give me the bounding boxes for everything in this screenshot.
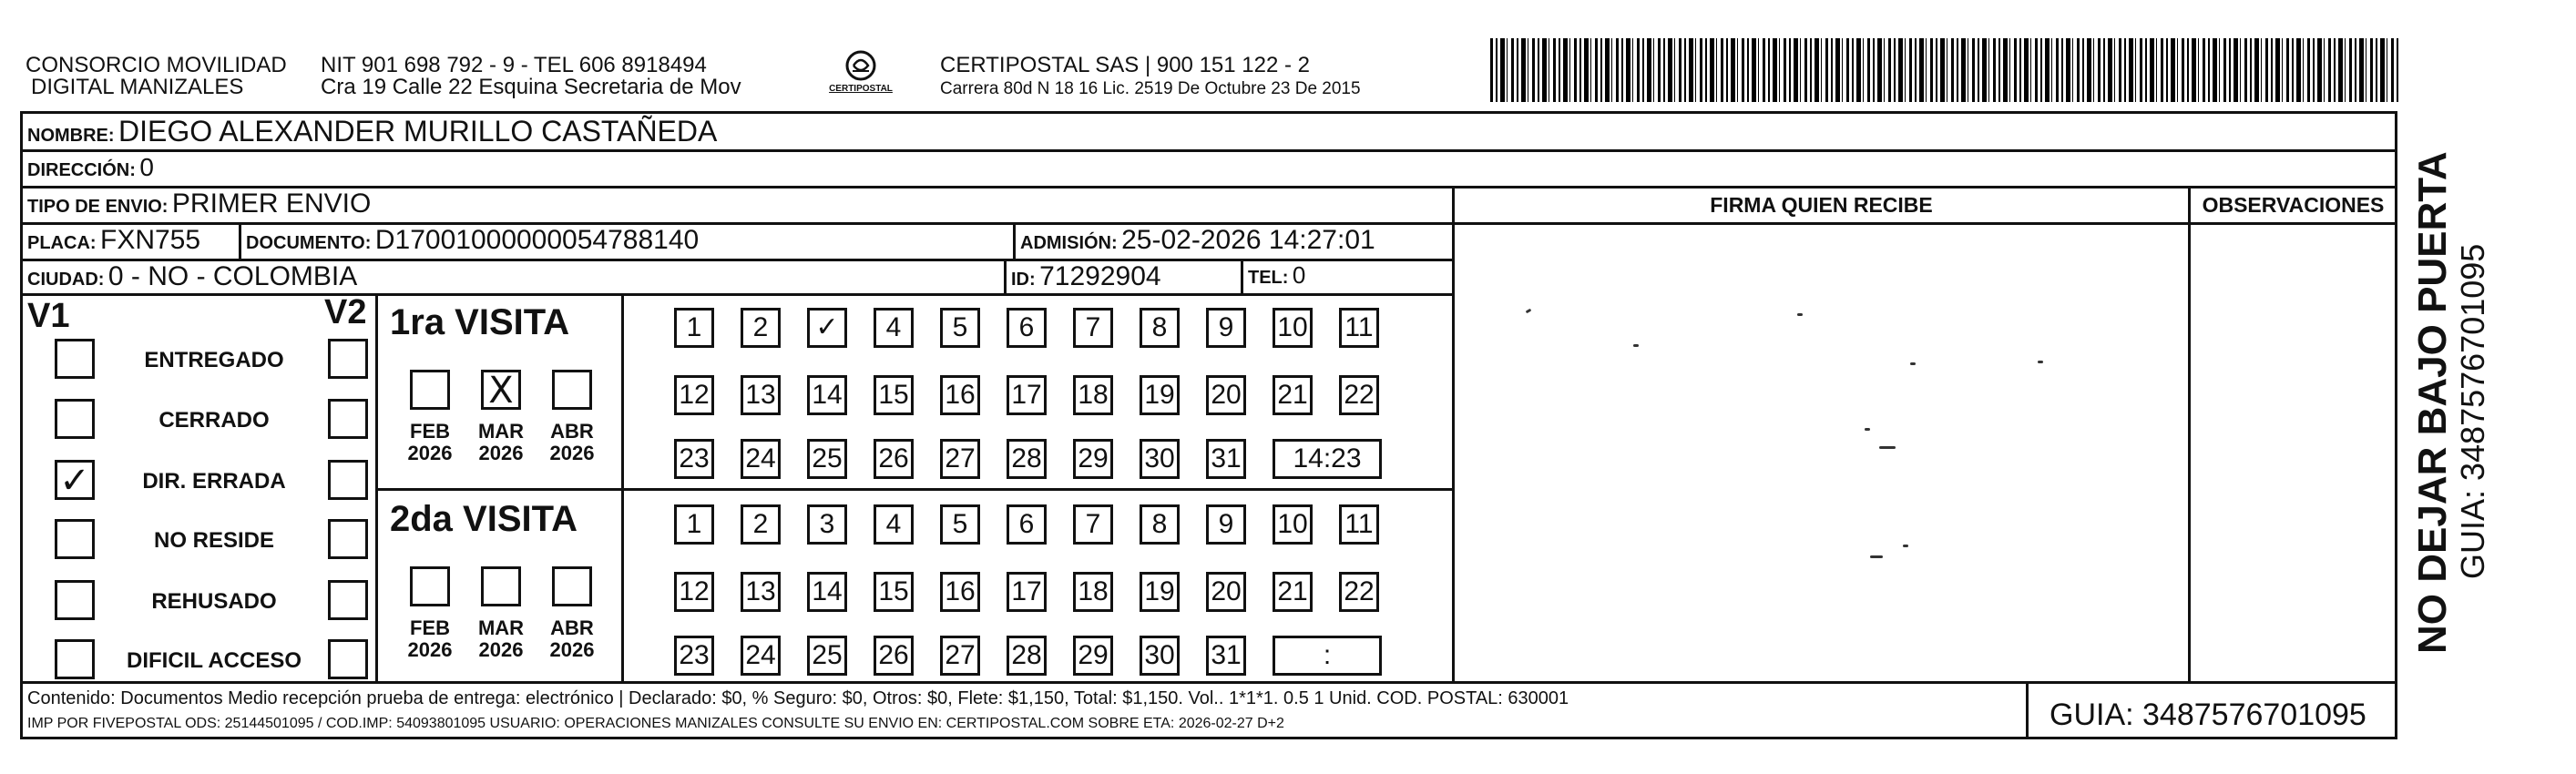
day-box[interactable]: 1	[674, 308, 714, 348]
tel-value: 0	[1292, 261, 1306, 289]
status-v1-checkbox[interactable]	[55, 639, 95, 679]
month-name: FEB	[410, 616, 450, 639]
day-box[interactable]: 28	[1007, 636, 1047, 676]
day-box[interactable]: 7	[1073, 308, 1113, 348]
status-label: DIFICIL ACCESO	[126, 648, 302, 673]
placa-cell	[27, 227, 200, 254]
day-box[interactable]: 18	[1073, 375, 1113, 415]
admision-value: 25-02-2026 14:27:01	[1121, 225, 1375, 255]
ciudad-value: 0 - NO - COLOMBIA	[107, 261, 358, 291]
certipostal-logo	[829, 47, 893, 106]
day-box[interactable]: 26	[874, 439, 914, 479]
month-name: ABR	[550, 616, 594, 639]
v1-header: V1	[27, 297, 70, 335]
observaciones-header: OBSERVACIONES	[2202, 193, 2385, 217]
day-box[interactable]: 11	[1339, 504, 1379, 545]
day-box[interactable]: ✓	[807, 308, 847, 348]
courier-address: Carrera 80d N 18 16 Lic. 2519 De Octubre 23 De 2015	[940, 79, 1361, 98]
day-box[interactable]: 14	[807, 572, 847, 612]
footer-impresion: IMP POR FIVEPOSTAL ODS: 25144501095 / COD.IMP: 54093801095 USUARIO: OPERACIONES MANIZALES CONSULTE SU ENVIO EN: CERTIPOSTAL.COM SOBRE ETA: 2026-02-27 D+2	[27, 716, 1284, 731]
day-box[interactable]: 27	[940, 636, 980, 676]
observaciones-area	[2191, 226, 2396, 679]
day-box[interactable]: 14	[807, 375, 847, 415]
month-year: 2026	[407, 442, 453, 464]
status-v2-checkbox[interactable]	[328, 339, 368, 379]
nombre-value: DIEGO ALEXANDER MURILLO CASTAÑEDA	[118, 115, 718, 148]
day-box[interactable]: 29	[1073, 439, 1113, 479]
company-name-line1: CONSORCIO MOVILIDAD	[26, 53, 287, 77]
day-box[interactable]: 24	[741, 636, 781, 676]
status-v1-checkbox[interactable]	[55, 339, 95, 379]
day-box[interactable]: 30	[1140, 439, 1180, 479]
status-label: ENTREGADO	[144, 348, 284, 372]
status-v2-checkbox[interactable]	[328, 399, 368, 439]
month-checkbox[interactable]	[410, 566, 450, 606]
month-checkbox[interactable]: X	[481, 370, 521, 410]
company-address: Cra 19 Calle 22 Esquina Secretaria de Mov	[321, 75, 741, 99]
day-box[interactable]: 26	[874, 636, 914, 676]
direccion-label: DIRECCIÓN:	[27, 160, 136, 180]
company-nit: NIT 901 698 792 - 9 - TEL 606 8918494	[321, 53, 707, 77]
day-box[interactable]: 16	[940, 375, 980, 415]
month-name: MAR	[477, 616, 525, 639]
barcode	[1490, 38, 2401, 102]
status-v2-checkbox[interactable]	[328, 580, 368, 620]
day-box[interactable]: 29	[1073, 636, 1113, 676]
tipo-envio-row	[27, 190, 371, 218]
day-box[interactable]: 11	[1339, 308, 1379, 348]
day-box[interactable]: 10	[1273, 308, 1313, 348]
month-checkbox[interactable]	[552, 566, 592, 606]
status-v1-checkbox[interactable]	[55, 519, 95, 559]
nombre-row	[27, 117, 717, 146]
day-box[interactable]: 25	[807, 636, 847, 676]
month-year: 2026	[407, 638, 453, 661]
day-box[interactable]: 9	[1206, 504, 1246, 545]
month-name: ABR	[550, 420, 594, 443]
status-v1-checkbox[interactable]	[55, 399, 95, 439]
day-box[interactable]: 17	[1007, 572, 1047, 612]
admision-cell	[1020, 227, 1375, 254]
day-box[interactable]: 2	[741, 504, 781, 545]
month-year: 2026	[549, 638, 595, 661]
tipo-envio-value: PRIMER ENVIO	[171, 188, 372, 219]
month-checkbox[interactable]	[481, 566, 521, 606]
day-box[interactable]: 6	[1007, 308, 1047, 348]
day-box[interactable]: 3	[807, 504, 847, 545]
day-box[interactable]: 9	[1206, 308, 1246, 348]
company-name-line2: DIGITAL MANIZALES	[31, 75, 244, 99]
direccion-row	[27, 155, 154, 180]
ciudad-cell	[27, 263, 357, 290]
day-box[interactable]: 13	[741, 375, 781, 415]
day-box[interactable]: 17	[1007, 375, 1047, 415]
side-guia: GUIA: 3487576701095	[2454, 243, 2491, 579]
day-box[interactable]: 20	[1206, 572, 1246, 612]
status-label: NO RESIDE	[153, 528, 275, 553]
tel-label: TEL:	[1248, 268, 1289, 288]
day-box[interactable]: 6	[1007, 504, 1047, 545]
placa-value: FXN755	[100, 225, 201, 255]
id-label: ID:	[1011, 270, 1036, 290]
day-box[interactable]: 1	[674, 504, 714, 545]
visit-title: 2da VISITA	[390, 499, 578, 539]
signature-area	[1455, 226, 2188, 679]
id-cell	[1011, 263, 1161, 290]
day-box[interactable]: 24	[741, 439, 781, 479]
status-v2-checkbox[interactable]	[328, 460, 368, 500]
day-box[interactable]: 13	[741, 572, 781, 612]
day-box[interactable]: 21	[1273, 375, 1313, 415]
id-value: 71292904	[1039, 261, 1161, 291]
day-box[interactable]: 27	[940, 439, 980, 479]
day-box[interactable]: 30	[1140, 636, 1180, 676]
day-box[interactable]: 2	[741, 308, 781, 348]
day-box[interactable]: 5	[940, 308, 980, 348]
time-box[interactable]: 14:23	[1273, 439, 1382, 479]
day-box[interactable]: 19	[1140, 572, 1180, 612]
firma-header: FIRMA QUIEN RECIBE	[1710, 193, 1933, 217]
courier-name: CERTIPOSTAL SAS | 900 151 122 - 2	[940, 53, 1310, 77]
documento-label: DOCUMENTO:	[246, 233, 372, 253]
status-label: REHUSADO	[151, 589, 277, 614]
day-box[interactable]: 10	[1273, 504, 1313, 545]
day-box[interactable]: 19	[1140, 375, 1180, 415]
day-box[interactable]: 31	[1206, 439, 1246, 479]
month-name: FEB	[410, 420, 450, 443]
day-box[interactable]: 12	[674, 375, 714, 415]
documento-cell	[246, 227, 699, 254]
time-box[interactable]: :	[1273, 636, 1382, 676]
direccion-value: 0	[139, 153, 154, 181]
day-box[interactable]: 8	[1140, 504, 1180, 545]
status-v1-checkbox[interactable]	[55, 580, 95, 620]
day-box[interactable]: 4	[874, 504, 914, 545]
status-v1-checkbox[interactable]: ✓	[55, 460, 95, 500]
logo-text: CERTIPOSTAL	[829, 84, 893, 94]
month-year: 2026	[478, 638, 524, 661]
month-name: MAR	[477, 420, 525, 443]
status-v2-checkbox[interactable]	[328, 519, 368, 559]
day-box[interactable]: 7	[1073, 504, 1113, 545]
day-box[interactable]: 8	[1140, 308, 1180, 348]
day-box[interactable]: 21	[1273, 572, 1313, 612]
visit-title: 1ra VISITA	[390, 302, 570, 342]
documento-value: D17001000000054788140	[374, 225, 700, 255]
status-label: DIR. ERRADA	[142, 469, 286, 494]
day-box[interactable]: 23	[674, 636, 714, 676]
footer-guia: GUIA: 3487576701095	[2050, 698, 2366, 732]
day-box[interactable]: 28	[1007, 439, 1047, 479]
day-box[interactable]: 5	[940, 504, 980, 545]
admision-label: ADMISIÓN:	[1020, 233, 1118, 253]
day-box[interactable]: 15	[874, 572, 914, 612]
day-box[interactable]: 22	[1339, 375, 1379, 415]
status-label: CERRADO	[158, 408, 270, 433]
footer-content: Contenido: Documentos Medio recepción prueba de entrega: electrónico | Declarado: $0, % Seguro: $0, Otros: $0, Flete: $1,150, Total: $1,150. Vol.. 1*1*1. 0.5 1 Unid. COD. POSTAL: 630001	[27, 688, 1569, 708]
tipo-envio-label: TIPO DE ENVIO:	[27, 197, 169, 217]
day-box[interactable]: 31	[1206, 636, 1246, 676]
month-checkbox[interactable]	[552, 370, 592, 410]
no-dejar-bajo-puerta: NO DEJAR BAJO PUERTA	[2410, 151, 2455, 654]
placa-label: PLACA:	[27, 233, 97, 253]
month-year: 2026	[549, 442, 595, 464]
day-box[interactable]: 20	[1206, 375, 1246, 415]
nombre-label: NOMBRE:	[27, 126, 115, 146]
day-box[interactable]: 15	[874, 375, 914, 415]
day-box[interactable]: 4	[874, 308, 914, 348]
v2-header: V2	[324, 293, 367, 331]
day-box[interactable]: 23	[674, 439, 714, 479]
day-box[interactable]: 25	[807, 439, 847, 479]
tel-cell	[1248, 263, 1305, 287]
day-box[interactable]: 12	[674, 572, 714, 612]
month-checkbox[interactable]	[410, 370, 450, 410]
day-box[interactable]: 18	[1073, 572, 1113, 612]
day-box[interactable]: 22	[1339, 572, 1379, 612]
ciudad-label: CIUDAD:	[27, 270, 105, 290]
day-box[interactable]: 16	[940, 572, 980, 612]
month-year: 2026	[478, 442, 524, 464]
status-v2-checkbox[interactable]	[328, 639, 368, 679]
